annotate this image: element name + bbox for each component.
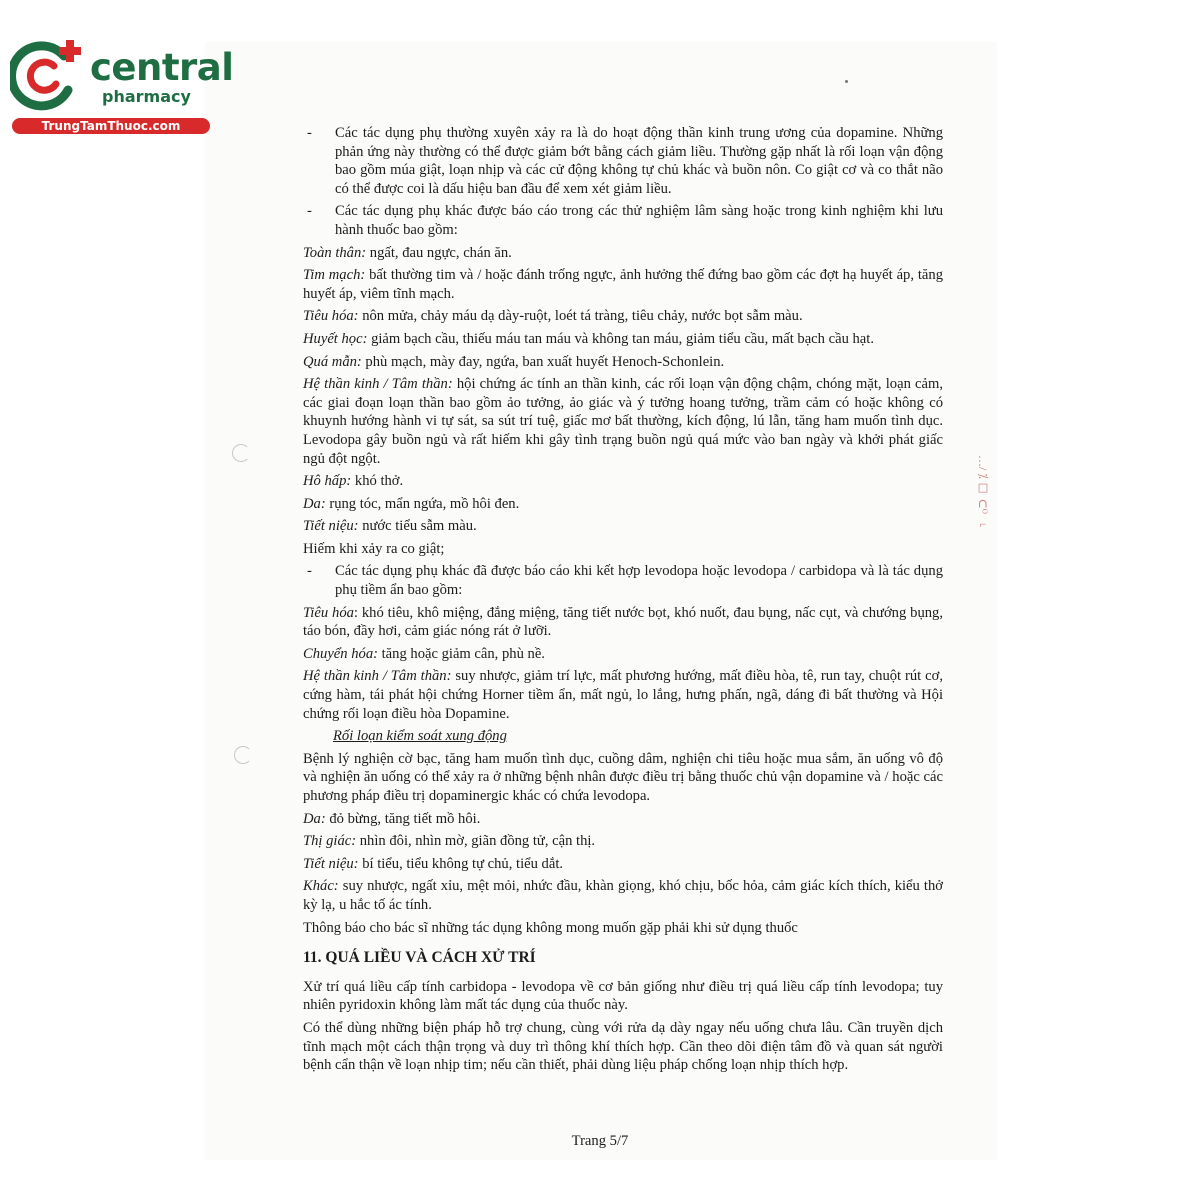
paragraph-label: Toàn thân:: [303, 244, 367, 261]
logo-tagline: pharmacy: [102, 87, 191, 106]
bullet-text: Các tác dụng phụ khác được báo cáo trong các thử nghiệm lâm sàng hoặc trong kinh nghiệm khi lưu hành thuốc bao gồm:: [335, 203, 943, 238]
paragraph-label: Huyết học:: [303, 330, 368, 347]
paragraph-text: giảm bạch cầu, thiếu máu tan máu và không tan máu, giảm tiểu cầu, mất bạch cầu hạt.: [367, 330, 874, 347]
labeled-paragraph: [303, 244, 943, 263]
punch-hole-mark-bottom: [234, 746, 252, 764]
paragraph-label: Khác:: [303, 878, 339, 895]
paragraph-text: bí tiểu, tiểu không tự chủ, tiểu dắt.: [358, 855, 564, 872]
paragraph-label: Chuyển hóa:: [303, 645, 378, 662]
labeled-paragraph: [303, 832, 943, 851]
paragraph-text: suy nhược, giảm trí lực, mất phương hướng, mất điều hòa, tê, run tay, chuột rút cơ, cứng hàm, tái phát hội chứng Horner tiềm ẩn, mất ngủ, lo lắng, hưng phấn, ngã, dáng đi bất thường và Hội chứng rối loạn điều hòa Dopamine.: [303, 668, 943, 722]
labeled-paragraph: [303, 877, 943, 914]
paragraph-text: phù mạch, mày đay, ngứa, ban xuất huyết Henoch-Schonlein.: [361, 353, 725, 370]
paragraph-text: nước tiểu sẫm màu.: [358, 518, 477, 535]
paragraph-label: Thị giác:: [303, 833, 357, 850]
paragraph-text: tăng hoặc giảm cân, phù nề.: [377, 645, 545, 662]
logo-url-badge: TrungTamThuoc.com: [12, 118, 210, 134]
paragraph-text: đỏ bừng, tăng tiết mồ hôi.: [325, 810, 481, 827]
paragraph-label: Tiêu hóa: [303, 604, 354, 621]
bullet-paragraph: [303, 562, 943, 599]
paragraph-text: : khó tiêu, khô miệng, đắng miệng, tăng tiết nước bọt, khó nuốt, đau bụng, nấc cụt, và chướng bụng, táo bón, đầy hơi, cảm giác nóng rát ở lưỡi.: [303, 604, 943, 640]
labeled-paragraph: [303, 855, 943, 874]
bullet-dash: -: [307, 563, 312, 580]
paragraph-text: nhìn đôi, nhìn mờ, giãn đồng tử, cận thị.: [356, 833, 596, 850]
labeled-paragraph: [303, 495, 943, 514]
body-paragraph: Thông báo cho bác sĩ những tác dụng không mong muốn gặp phải khi sử dụng thuốc: [303, 919, 798, 936]
labeled-paragraph: [303, 353, 943, 372]
labeled-paragraph: [303, 266, 943, 303]
paragraph-text: hội chứng ác tính an thần kinh, các rối loạn vận động chậm, chóng mặt, loạn cảm, các giai đoạn loạn thần bao gồm ảo tưởng, ảo giác và ý tưởng hoang tưởng, trầm cảm có hoặc không có khuynh hướng hành vi tự sát, sa sút trí tuệ, giấc mơ bất thường, kích động, lú lẫn, tăng ham muốn tình dục. Levodopa gây buồn ngủ và rất hiếm khi gây tình trạng buồn ngủ quá mức vào ban ngày và khởi phát giấc ngủ đột ngột.: [303, 376, 943, 467]
logo-brand-name: central: [90, 46, 234, 89]
paragraph-label: Tiêu hóa:: [303, 308, 359, 325]
labeled-paragraph: [303, 604, 943, 641]
scan-speck: [845, 80, 848, 83]
section-heading: 11. QUÁ LIỀU VÀ CÁCH XỬ TRÍ: [303, 949, 536, 967]
paragraph-label: Hô hấp:: [303, 473, 352, 490]
logo-mark-icon: [10, 38, 90, 112]
bullet-dash: -: [307, 203, 312, 220]
bullet-paragraph: [303, 202, 943, 239]
paragraph-text: bất thường tim và / hoặc đánh trống ngực, ảnh hưởng thế đứng bao gồm các đợt hạ huyết áp, tăng huyết áp, viêm tĩnh mạch.: [303, 267, 943, 302]
body-paragraph: Hiếm khi xảy ra co giật;: [303, 540, 445, 557]
paragraph-label: Quá mẫn:: [303, 353, 362, 370]
bullet-text: Các tác dụng phụ thường xuyên xảy ra là do hoạt động thần kinh trung ương của dopamine. Những phản ứng này thường có thể được giảm bớt bằng cách giảm liều. Thường gặp nhất là rối loạn vận động bao gồm múa giật, loạn nhịp và các cử động không tự chủ khác và buồn nôn. Co giật cơ và co thắt não có thể được coi là dấu hiệu ban đầu để xem xét giảm liều.: [335, 125, 943, 197]
paragraph-text: rụng tóc, mẩn ngứa, mồ hôi đen.: [325, 495, 520, 512]
paragraph-label: Hệ thần kinh / Tâm thần:: [303, 668, 452, 685]
paragraph-text: suy nhược, ngất xỉu, mệt mỏi, nhức đầu, khàn giọng, khó chịu, bốc hỏa, cảm giác kích thích, kiểu thở kỳ lạ, u hắc tố ác tính.: [303, 878, 943, 913]
punch-hole-mark-top: [232, 444, 250, 462]
bullet-dash: -: [307, 125, 312, 141]
paragraph-text: ngất, đau ngực, chán ăn.: [366, 244, 512, 261]
paragraph-label: Da:: [303, 495, 326, 512]
paragraph-label: Tim mạch:: [303, 267, 366, 284]
bullet-paragraph: [303, 124, 943, 198]
page-number: Trang 5/7: [571, 1133, 629, 1149]
paragraph-text: khó thở.: [351, 473, 404, 490]
paragraph-label: Tiết niệu:: [303, 855, 359, 872]
paragraph-label: Tiết niệu:: [303, 518, 359, 535]
labeled-paragraph: [303, 667, 943, 723]
body-paragraph: Có thể dùng những biện pháp hỗ trợ chung, cùng với rửa dạ dày ngay nếu uống chưa lâu. Cần truyền dịch tĩnh mạch một cách thận trọng và duy trì thông khí thích hợp. Cần theo dõi điện tâm đồ và quan sát người bệnh cẩn thận về loạn nhịp tim; nếu cần thiết, phải dùng liệu pháp chống loạn nhịp thích hợp.: [303, 1019, 943, 1074]
labeled-paragraph: [303, 375, 943, 468]
labeled-paragraph: [303, 517, 943, 536]
labeled-paragraph: [303, 810, 943, 829]
subsection-title: Rối loạn kiểm soát xung động: [333, 728, 507, 745]
pharmacy-logo: [10, 38, 234, 138]
paragraph-label: Da:: [303, 810, 326, 827]
body-paragraph: Xử trí quá liều cấp tính carbidopa - levodopa về cơ bản giống như điều trị quá liều cấp tính levodopa; tuy nhiên pyridoxin không làm mất tác dụng của thuốc này.: [303, 978, 943, 1014]
labeled-paragraph: [303, 307, 943, 326]
document-body: [303, 124, 943, 1079]
bullet-text: Các tác dụng phụ khác đã được báo cáo khi kết hợp levodopa hoặc levodopa / carbidopa và là tác dụng phụ tiềm ẩn bao gồm:: [335, 563, 943, 599]
body-paragraph: Bệnh lý nghiện cờ bạc, tăng ham muốn tình dục, cuồng dâm, nghiện chi tiêu hoặc mua sắm, ăn uống vô độ và nghiện ăn uống có thể xảy ra ở những bệnh nhân được điều trị bằng thuốc chủ vận dopamine và / hoặc các phương pháp điều trị dopaminergic khác có chứa levodopa.: [303, 750, 943, 804]
red-margin-annotation: …/ ⁒ ☐ ⊂ᴼ ⌐: [976, 455, 990, 531]
paragraph-text: nôn mửa, chảy máu dạ dày-ruột, loét tá tràng, tiêu chảy, nước bọt sẫm màu.: [358, 308, 803, 325]
labeled-paragraph: [303, 645, 943, 664]
labeled-paragraph: [303, 330, 943, 349]
paragraph-label: Hệ thần kinh / Tâm thần:: [303, 376, 453, 393]
labeled-paragraph: [303, 472, 943, 491]
